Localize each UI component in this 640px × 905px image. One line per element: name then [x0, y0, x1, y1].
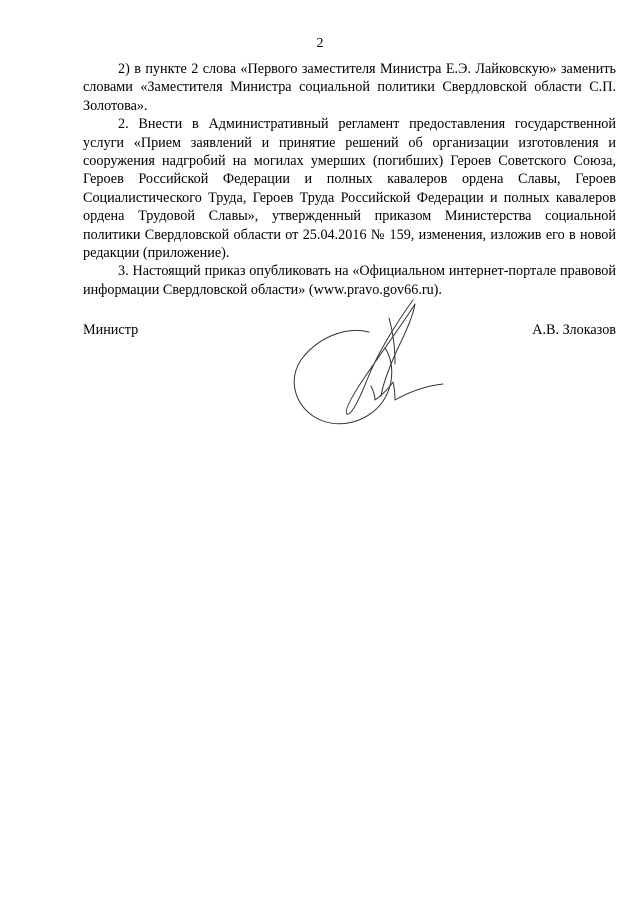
document-body [83, 60, 616, 299]
handwritten-signature [285, 292, 445, 432]
signatory-name: А.В. Злоказов [532, 322, 616, 338]
paragraph-publication: 3. Настоящий приказ опубликовать на «Официальном интернет-портале правовой информации Свердловской области» (www.pravo.gov66.ru). [83, 263, 616, 298]
paragraph-regulation-changes: 2. Внести в Административный регламент предоставления государственной услуги «Прием заявлений и принятие решений об организации изготовления и сооружения надгробий на могилах умерших (погибших) Героев Советского Союза, Героев Российской Федерации и полных кавалеров ордена Славы, Героев Социалистического Труда, Героев Труда Российской Федерации и полных кавалеров ордена Трудовой Славы», утвержденный приказом Министерства социальной политики Свердловской области от 25.04.2016 № 159, изменения, изложив его в новой редакции (приложение). [83, 116, 616, 262]
paragraph-item-2-amendment: 2) в пункте 2 слова «Первого заместителя Министра Е.Э. Лайковскую» заменить словами «Заместителя Министра социальной политики Свердловской области С.П. Золотова». [83, 61, 616, 114]
page-number: 2 [316, 36, 324, 51]
signatory-title: Министр [83, 322, 139, 338]
